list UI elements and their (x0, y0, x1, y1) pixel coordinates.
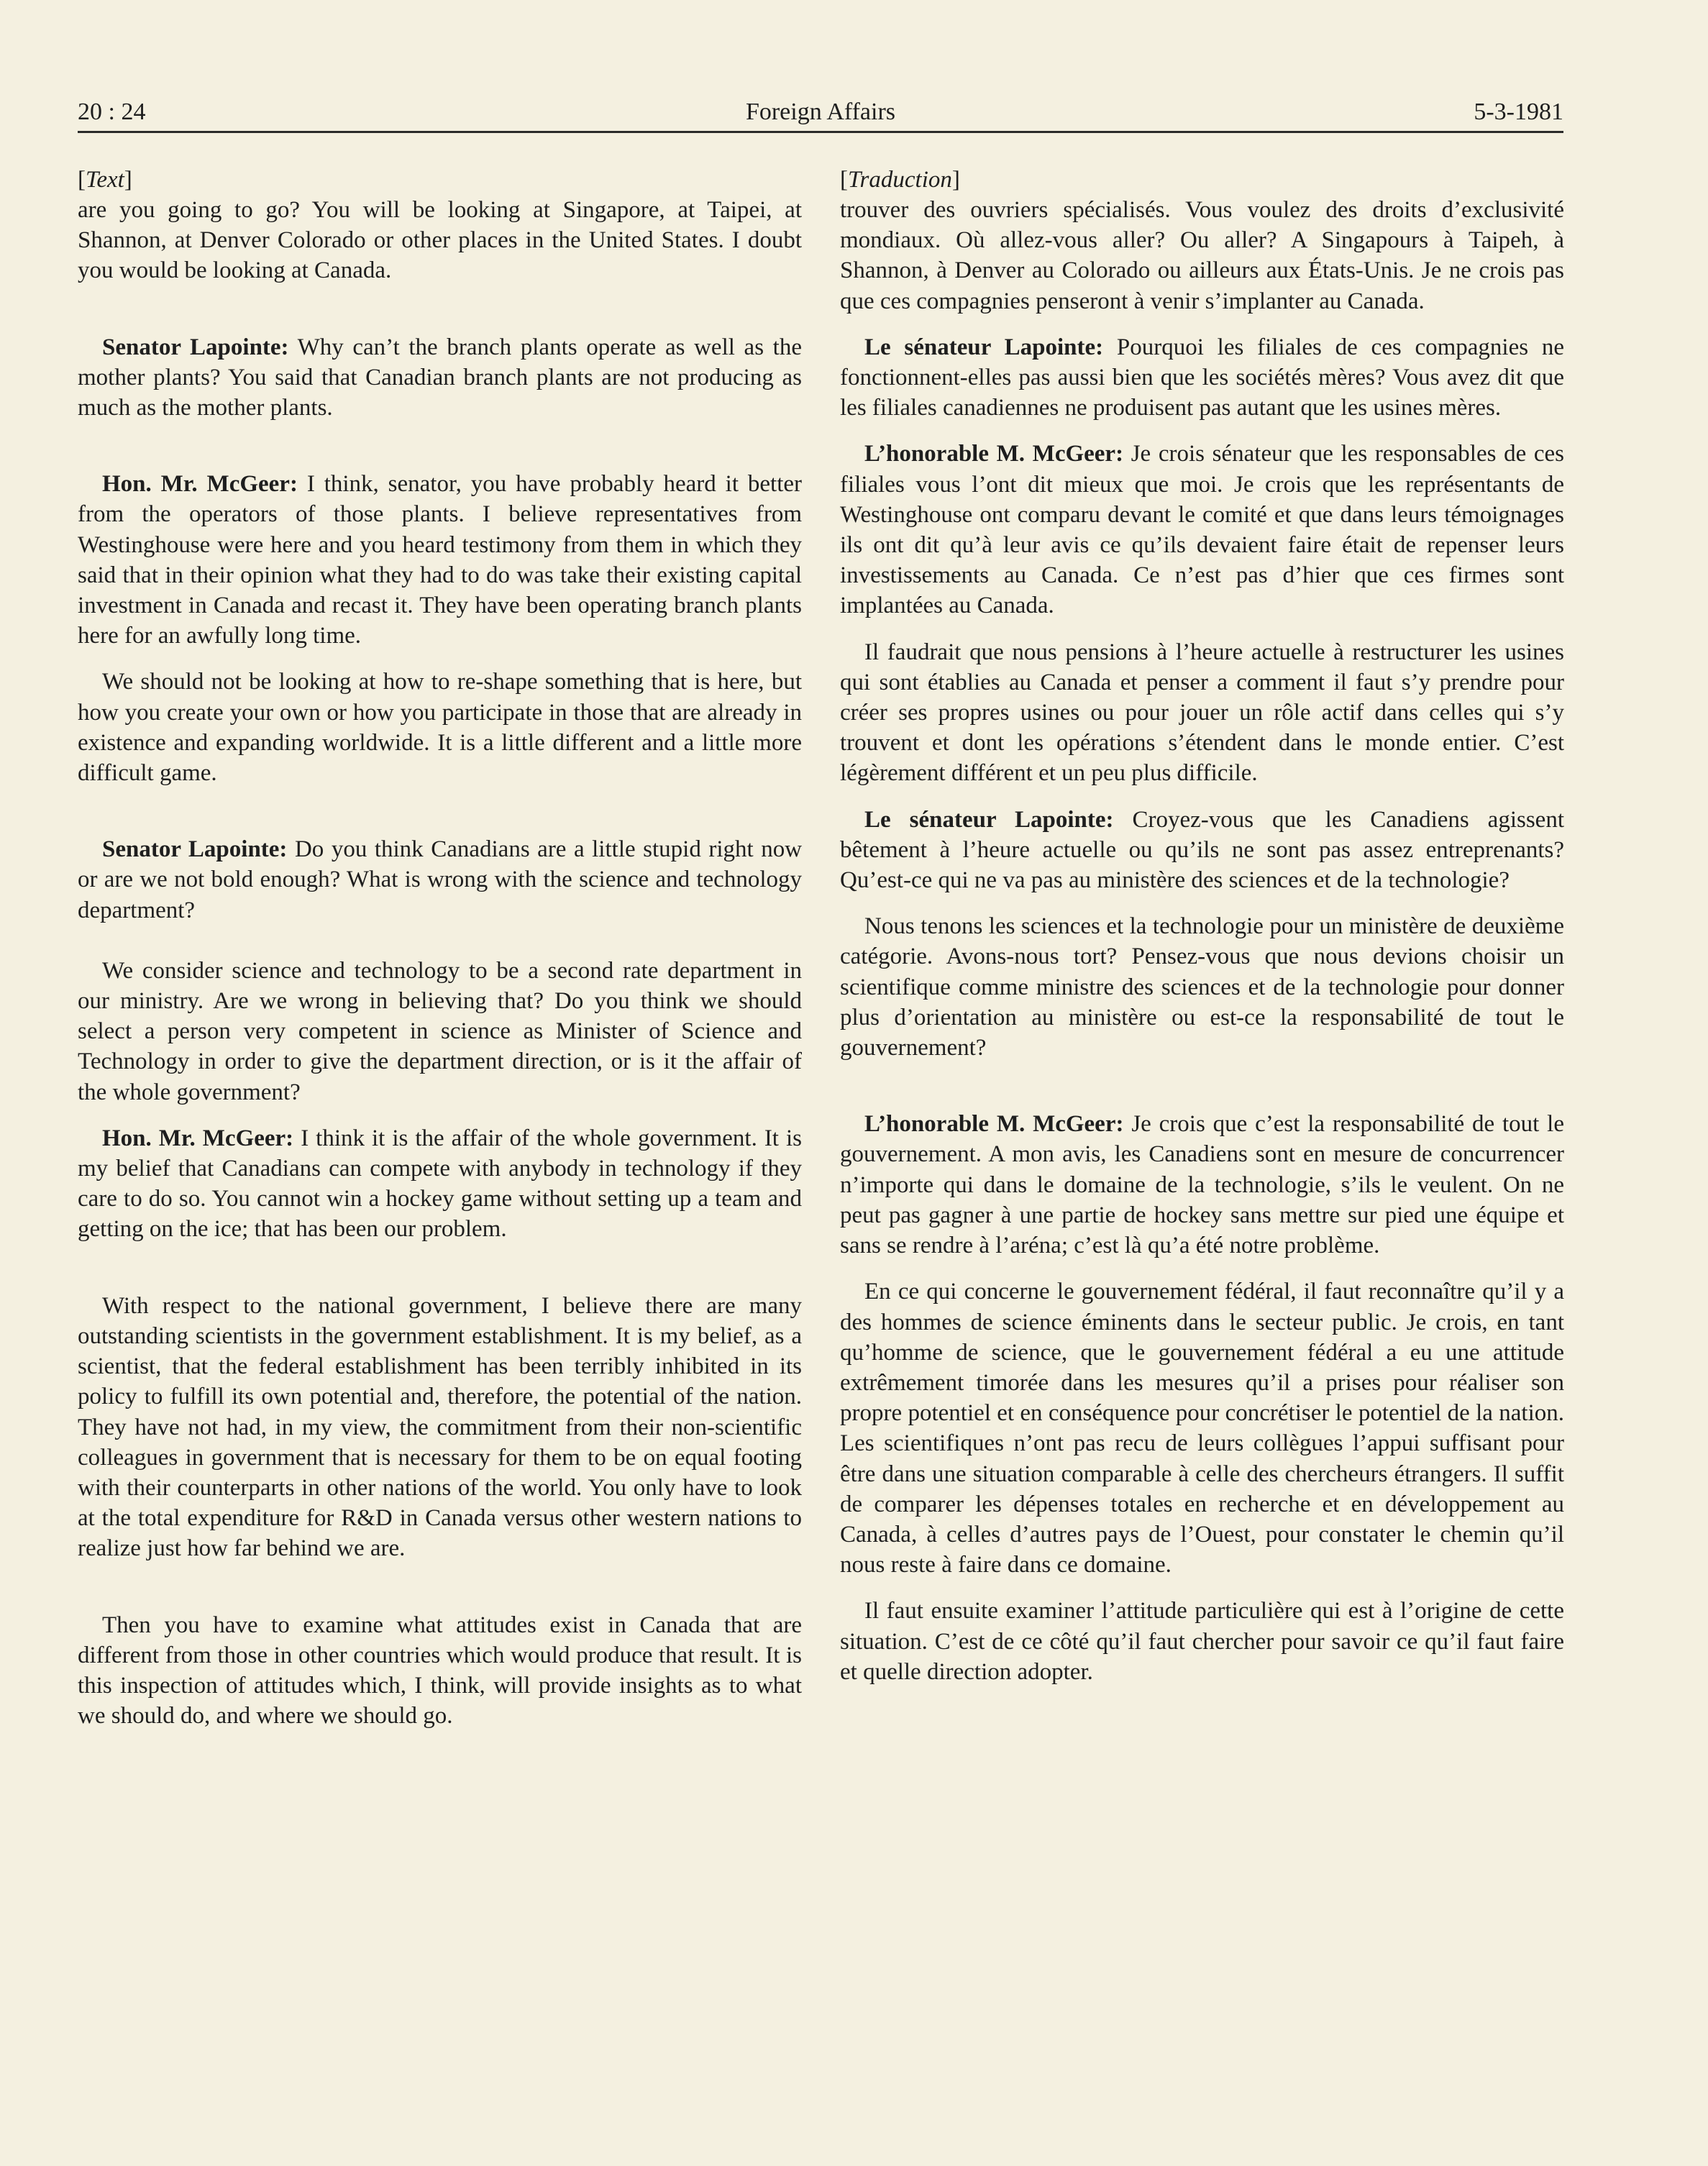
paragraph: Nous tenons les sciences et la technologie pour un ministère de deuxième catégorie. Avons-nous tort? Pensez-vous que nous devions choisir un scientifique comme ministre des sciences et de la technologie pour donner plus d’orientation au ministère ou est-ce la responsabilité de tout le gouvernement? (840, 913, 1564, 1061)
paragraph: Hon. Mr. McGeer: I think it is the affair of the whole government. It is my belief that Canadians can compete with anybody in technology if they care to do so. You cannot win a hockey game without setting up a team and getting on the ice; that has been our problem. (78, 1125, 802, 1243)
paragraph: L’honorable M. McGeer: Je crois sénateur que les responsables de ces filiales vous l’ont dit mieux que moi. Je crois que les représentants de Westinghouse ont comparu devant le comité et que dans leurs témoignages ils ont dit qu’à leur avis ce qu’ils devaient faire était de repenser leurs investissements au Canada. Ce n’est pas d’hier que ces firmes sont implantées au Canada. (840, 441, 1564, 619)
paragraph: trouver des ouvriers spécialisés. Vous voulez des droits d’exclusivité mondiaux. Où allez-vous aller? Ou aller? A Singapours à Taipeh, à Shannon, à Denver au Colorado ou ailleurs aux États-Unis. Je ne crois pas que ces compagnies penseront à venir s’implanter au Canada. (840, 197, 1564, 314)
page-header (78, 93, 1563, 133)
speaker-name: L’honorable M. McGeer: (864, 441, 1124, 467)
speaker-name: Hon. Mr. McGeer: (102, 471, 298, 498)
paragraph: Then you have to examine what attitudes exist in Canada that are different from those in other countries which would produce that result. It is this inspection of attitudes which, I think, will provide insights as to what we should do, and where we should go. (78, 1612, 802, 1729)
speaker-name: Senator Lapointe: (102, 836, 288, 863)
paragraph: Il faut ensuite examiner l’attitude particulière qui est à l’origine de cette situation. C’est de ce côté qu’il faut chercher pour savoir ce qu’il faut faire et quelle direction adopter. (840, 1598, 1564, 1685)
paragraph: With respect to the national government, I believe there are many outstanding scientists in the government establishment. It is my belief, as a scientist, that the federal establishment has been terribly inhibited in its policy to fulfill its own potential and, therefore, the potential of the nation. They have not had, in my view, the commitment from their non-scientific colleagues in government that is necessary for them to be on equal footing with their counterparts in other nations of the world. You only have to look at the total expenditure for R&D in Canada versus other western nations to realize just how far behind we are. (78, 1292, 802, 1562)
french-column (840, 165, 1564, 1687)
speaker-name: L’honorable M. McGeer: (864, 1111, 1124, 1138)
paragraph: Senator Lapointe: Why can’t the branch plants operate as well as the mother plants? You said that Canadian branch plants are not producing as much as the mother plants. (78, 334, 802, 421)
paragraph: Le sénateur Lapointe: Pourquoi les filiales de ces compagnies ne fonctionnent-elles pas aussi bien que les sociétés mères? Vous avez dit que les filiales canadiennes ne produisent pas autant que les usines mères. (840, 334, 1564, 421)
paragraph: Hon. Mr. McGeer: I think, senator, you have probably heard it better from the operators of those plants. I believe representatives from Westinghouse were here and you heard testimony from them in which they said that in their opinion what they had to do was take their existing capital investment in Canada and recast it. They have been operating branch plants here for an awfully long time. (78, 471, 802, 649)
speaker-name: Hon. Mr. McGeer: (102, 1125, 294, 1151)
paragraph: We consider science and technology to be a second rate department in our ministry. Are we wrong in believing that? Do you think we should select a person very competent in science as Minister of Science and Technology in order to give the department direction, or is it the affair of the whole government? (78, 957, 802, 1105)
document-page (78, 93, 1565, 1729)
paragraph: L’honorable M. McGeer: Je crois que c’est la responsabilité de tout le gouvernement. A mon avis, les Canadiens sont en mesure de concurrencer n’importe qui dans le domaine de la technologie, s’ils le veulent. On ne peut pas gagner à une partie de hockey sans mettre sur pied une équipe et sans se rendre à l’aréna; c’est là qu’a été notre problème. (840, 1111, 1564, 1259)
publication-title: Foreign Affairs (745, 99, 896, 125)
speaker-name: Le sénateur Lapointe: (864, 334, 1104, 360)
page-date: 5-3-1981 (1474, 99, 1563, 125)
column-heading-text: [Text] (78, 167, 132, 193)
paragraph: Senator Lapointe: Do you think Canadians are a little stupid right now or are we not bold enough? What is wrong with the science and technology department? (78, 836, 803, 923)
paragraph: are you going to go? You will be looking at Singapore, at Taipei, at Shannon, at Denver Colorado or other places in the United States. I doubt you would be looking at Canada. (78, 197, 802, 284)
english-column (78, 165, 802, 1731)
paragraph: Le sénateur Lapointe: Croyez-vous que les Canadiens agissent bêtement à l’heure actuelle ou qu’ils ne sont pas assez entreprenants? Qu’est-ce qui ne va pas au ministère des sciences et de la technologie? (840, 806, 1565, 894)
paragraph: We should not be looking at how to re-shape something that is here, but how you create your own or how you participate in those that are already in existence and expanding worldwide. It is a little different and a little more difficult game. (78, 669, 802, 787)
paragraph: En ce qui concerne le gouvernement fédéral, il faut reconnaître qu’il y a des hommes de science éminents dans le secteur public. Je crois, en tant qu’homme de science, que le gouvernement fédéral a eu une attitude extrêmement timorée dans les mesures qu’il a prises pour réaliser son propre potentiel et en conséquence pour concrétiser le potentiel de la nation. Les scientifiques n’ont pas recu de leurs collègues l’appui suffisant pour être dans une situation comparable à celle des chercheurs étrangers. Il suffit de comparer les dépenses totales en recherche et en développement au Canada, à celles d’autres pays de l’Ouest, pour constater le chemin qu’il nous reste à faire dans ce domaine. (840, 1279, 1564, 1578)
speaker-name: Le sénateur Lapointe: (864, 806, 1114, 833)
speaker-name: Senator Lapointe: (102, 334, 289, 360)
column-heading-traduction: [Traduction] (840, 167, 960, 193)
page-number: 20 : 24 (78, 99, 146, 125)
paragraph: Il faudrait que nous pensions à l’heure actuelle à restructurer les usines qui sont établies au Canada et penser a comment il faut s’y prendre pour créer ses propres usines ou pour jouer un rôle actif dans celles qui s’y trouvent et dont les opérations s’étendent dans le monde entier. C’est légèrement différent et un peu plus difficile. (840, 639, 1564, 787)
